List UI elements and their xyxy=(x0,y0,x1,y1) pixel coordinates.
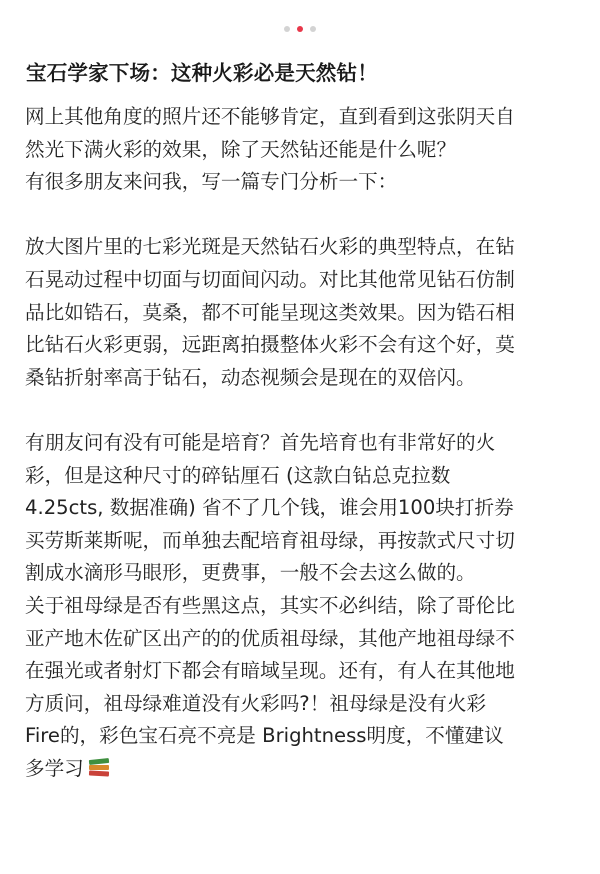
body-line: 4.25cts, 数据准确) 省不了几个钱，谁会用100块打折券 xyxy=(25,496,514,520)
body-line: 桑钻折射率高于钻石，动态视频会是现在的双倍闪。 xyxy=(25,365,476,389)
pager-dot-active[interactable] xyxy=(297,26,303,32)
paragraph-gap xyxy=(25,199,590,232)
body-line: 亚产地木佐矿区出产的的优质祖母绿，其他产地祖母绿不 xyxy=(25,626,515,650)
body-line: Fire的，彩色宝石亮不亮是 Brightness明度，不懂建议 xyxy=(25,724,504,748)
body-line: 品比如锆石，莫桑，都不可能呈现这类效果。因为锆石相 xyxy=(25,300,515,324)
body-line: 在强光或者射灯下都会有暗域呈现。还有，有人在其他地 xyxy=(25,659,515,683)
body-line: 石晃动过程中切面与切面间闪动。对比其他常见钻石仿制 xyxy=(25,267,515,291)
body-line: 然光下满火彩的效果，除了天然钻还能是什么呢？ xyxy=(25,137,457,161)
body-line: 网上其他角度的照片还不能够肯定，直到看到这张阴天自 xyxy=(25,105,515,128)
body-line: 方质问，祖母绿难道没有火彩吗?！祖母绿是没有火彩 xyxy=(25,691,487,715)
post-body xyxy=(25,101,590,785)
body-line: 有朋友问有没有可能是培育？首先培育也有非常好的火 xyxy=(25,430,496,454)
body-line: 关于祖母绿是否有些黑这点，其实不必纠结，除了哥伦比 xyxy=(25,593,515,617)
body-last-line xyxy=(25,753,590,786)
paragraph-gap xyxy=(25,394,590,427)
pager-dot[interactable] xyxy=(284,26,290,32)
pager-dot[interactable] xyxy=(310,26,316,32)
body-line-text: 多学习 xyxy=(25,756,84,780)
image-pager-dots xyxy=(0,26,600,32)
body-line: 买劳斯莱斯呢，而单独去配培育祖母绿，再按款式尺寸切 xyxy=(25,528,515,552)
body-line: 有很多朋友来问我，写一篇专门分析一下： xyxy=(25,170,398,194)
body-line: 割成水滴形马眼形，更费事，一般不会去这么做的。 xyxy=(25,561,476,585)
post-title: 宝石学家下场：这种火彩必是天然钻！ xyxy=(26,61,378,85)
body-line: 放大图片里的七彩光斑是天然钻石火彩的典型特点，在钻 xyxy=(25,235,515,259)
body-line: 彩，但是这种尺寸的碎钻厘石 (这款白钻总克拉数 xyxy=(25,463,451,487)
body-line: 比钻石火彩更弱，远距离拍摄整体火彩不会有这个好，莫 xyxy=(25,333,515,357)
books-emoji-icon xyxy=(88,758,110,778)
